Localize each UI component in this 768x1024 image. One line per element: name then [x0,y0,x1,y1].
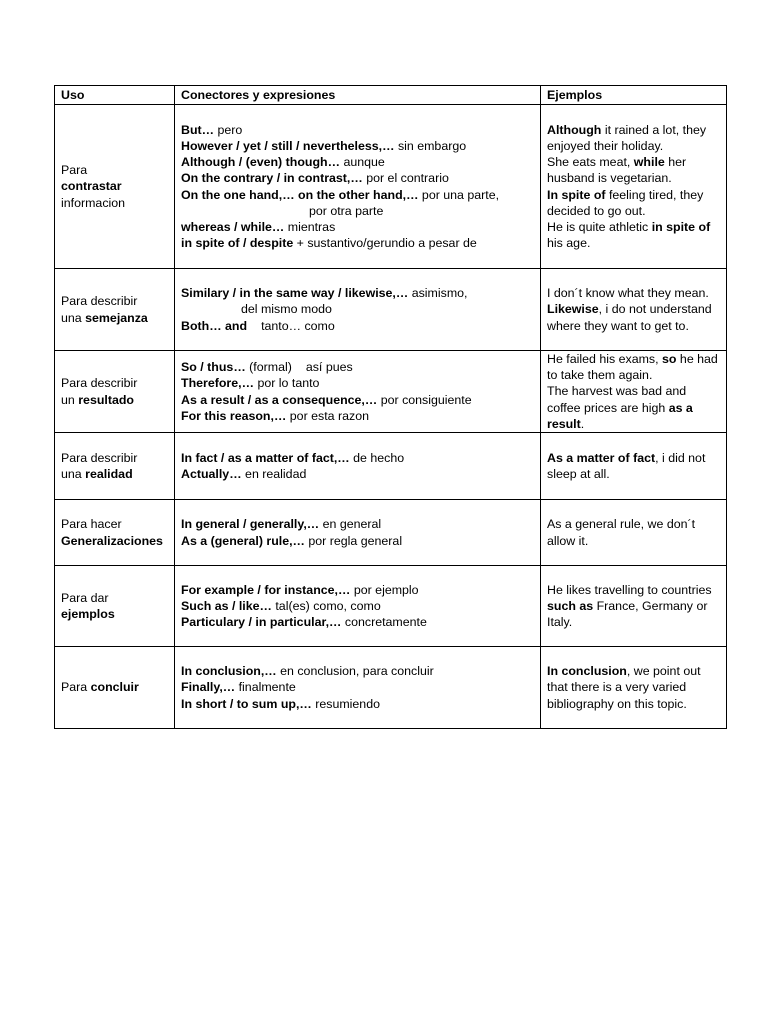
ejemplos-cell: As a matter of fact, i did not sleep at all. [541,433,727,500]
table-row [55,269,727,351]
ejemplos-cell: As a general rule, we don´t allow it. [541,500,727,566]
uso-cell: Para hacer Generalizaciones [55,500,175,566]
header-row [55,86,727,105]
table-row [55,500,727,566]
uso-cell: Para describir un resultado [55,351,175,433]
table-row [55,105,727,269]
table-row [55,433,727,500]
table-row [55,566,727,647]
ejemplos-cell: I don´t know what they mean. Likewise, i do not understand where they want to get to. [541,269,727,351]
ejemplos-cell: He failed his exams, so he had to take them again. The harvest was bad and coffee prices are high as a result. [541,351,727,433]
uso-cell: Para dar ejemplos [55,566,175,647]
header-ejemplos: Ejemplos [541,86,727,105]
conectores-cell: But… pero However / yet / still / nevertheless,… sin embargo Although / (even) though… aunque On the contrary / in contrast,… por el contrario On the one hand,… on the other hand,… por una parte, por otra parte whereas / while… mientras in spite of / despite + sustantivo/gerundio a pesar de [175,105,541,269]
conectores-cell: For example / for instance,… por ejemplo Such as / like… tal(es) como, como Particulary / in particular,… concretamente [175,566,541,647]
conectores-cell: In conclusion,… en conclusion, para concluir Finally,… finalmente In short / to sum up,… resumiendo [175,647,541,729]
connectors-table [54,85,727,729]
uso-cell: Para concluir [55,647,175,729]
uso-cell: Para describir una semejanza [55,269,175,351]
ejemplos-cell: He likes travelling to countries such as France, Germany or Italy. [541,566,727,647]
ejemplos-cell: In conclusion, we point out that there is a very varied bibliography on this topic. [541,647,727,729]
conectores-cell: Similary / in the same way / likewise,… asimismo, del mismo modo Both… and tanto… como [175,269,541,351]
conectores-cell: In fact / as a matter of fact,… de hecho Actually… en realidad [175,433,541,500]
ejemplos-cell: Although it rained a lot, they enjoyed their holiday. She eats meat, while her husband is vegetarian. In spite of feeling tired, they decided to go out. He is quite athletic in spite of his age. [541,105,727,269]
conectores-cell: In general / generally,… en general As a (general) rule,… por regla general [175,500,541,566]
conectores-cell: So / thus… (formal) así pues Therefore,… por lo tanto As a result / as a consequence,… por consiguiente For this reason,… por esta razon [175,351,541,433]
table-row [55,647,727,729]
uso-cell: Para describir una realidad [55,433,175,500]
uso-cell: Para contrastar informacion [55,105,175,269]
header-uso: Uso [55,86,175,105]
table-row [55,351,727,433]
header-conectores: Conectores y expresiones [175,86,541,105]
